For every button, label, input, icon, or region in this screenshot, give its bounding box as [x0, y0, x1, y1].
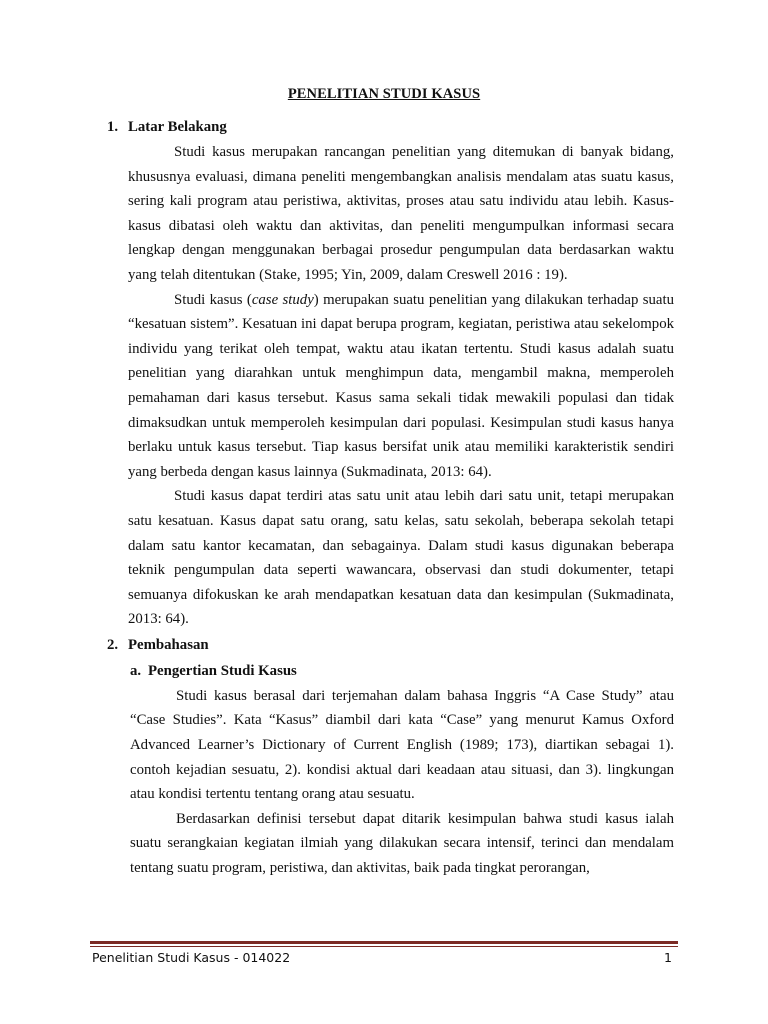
- subsection-letter: a.: [130, 662, 142, 679]
- document-body: [107, 114, 674, 881]
- footer-divider: [90, 941, 678, 944]
- footer-document-label: Penelitian Studi Kasus - 014022: [92, 950, 291, 965]
- subsection-heading-text: Pengertian Studi Kasus: [148, 662, 297, 679]
- footer-divider-thin: [90, 946, 678, 947]
- subsection-heading-pengertian: [130, 658, 674, 684]
- section-number: 2.: [107, 636, 119, 653]
- paragraph-5: Berdasarkan definisi tersebut dapat ditarik kesimpulan bahwa studi kasus ialah suatu serangkaian kegiatan ilmiah yang dilakukan secara intensif, terinci dan mendalam tentang suatu program, peristiwa, dan aktivitas, baik pada tingkat perorangan,: [130, 810, 674, 877]
- section-heading-text: Latar Belakang: [128, 119, 227, 135]
- page-number: 1: [664, 950, 672, 965]
- section-heading-latar-belakang: [107, 114, 674, 140]
- section-heading-text: Pembahasan: [128, 636, 209, 653]
- paragraph-3: Studi kasus dapat terdiri atas satu unit atau lebih dari satu unit, tetapi merupakan satu kesatuan. Kasus dapat satu orang, satu kelas, satu sekolah, beberapa sekolah tetapi dalam satu kantor kecamatan, dan sebagainya. Dalam studi kasus digunakan beberapa teknik pengumpulan data seperti wawancara, observasi dan studi dokumenter, tetapi semuanya difokuskan ke arah mendapatkan kesatuan data dan kesimpulan (Sukmadinata, 2013: 64).: [128, 488, 674, 628]
- paragraph-4: Studi kasus berasal dari terjemahan dalam bahasa Inggris “A Case Study” atau “Case Studies”. Kata “Kasus” diambil dari kata “Case” yang menurut Kamus Oxford Advanced Learner’s Dictionary of Current English (1989; 173), diartikan sebagai 1). contoh kejadian sesuatu, 2). kondisi aktual dari keadaan atau situasi, dan 3). lingkungan atau kondisi tertentu tentang orang atau sesuatu.: [130, 687, 674, 803]
- section-heading-pembahasan: [107, 632, 674, 658]
- paragraph-2-text: Studi kasus (case study) merupakan suatu penelitian yang dilakukan terhadap suatu “kesatuan sistem”. Kesatuan ini dapat berupa program, kegiatan, peristiwa atau sekelompok individu yang terikat oleh tempat, waktu atau ikatan tertentu. Studi kasus adalah suatu penelitian yang diarahkan untuk menghimpun data, mengambil makna, memperoleh pemahaman dari kasus tersebut. Kasus sama sekali tidak mewakili populasi dan tidak dimaksudkan untuk memperoleh kesimpulan dari populasi. Kesimpulan studi kasus hanya berlaku untuk kasus tersebut. Tiap kasus bersifat unik atau memiliki karakteristik sendiri yang berbeda dengan kasus lainnya (Sukmadinata, 2013: 64).: [128, 291, 674, 480]
- paragraph-2: [128, 288, 674, 485]
- paragraph-1: Studi kasus merupakan rancangan penelitian yang ditemukan di banyak bidang, khususnya evaluasi, dimana peneliti mengembangkan analisis mendalam atas suatu kasus, sering kali program atau peristiwa, aktivitas, proses atau satu individu atau lebih. Kasus-kasus dibatasi oleh waktu dan aktivitas, dan peneliti mengumpulkan informasi secara lengkap dengan menggunakan berbagai prosedur pengumpulan data berdasarkan waktu yang telah ditentukan (Stake, 1995; Yin, 2009, dalam Creswell 2016 : 19).: [128, 144, 674, 283]
- section-number: 1.: [107, 119, 119, 135]
- italic-term: case study: [251, 291, 314, 308]
- page-title: PENELITIAN STUDI KASUS: [287, 86, 481, 102]
